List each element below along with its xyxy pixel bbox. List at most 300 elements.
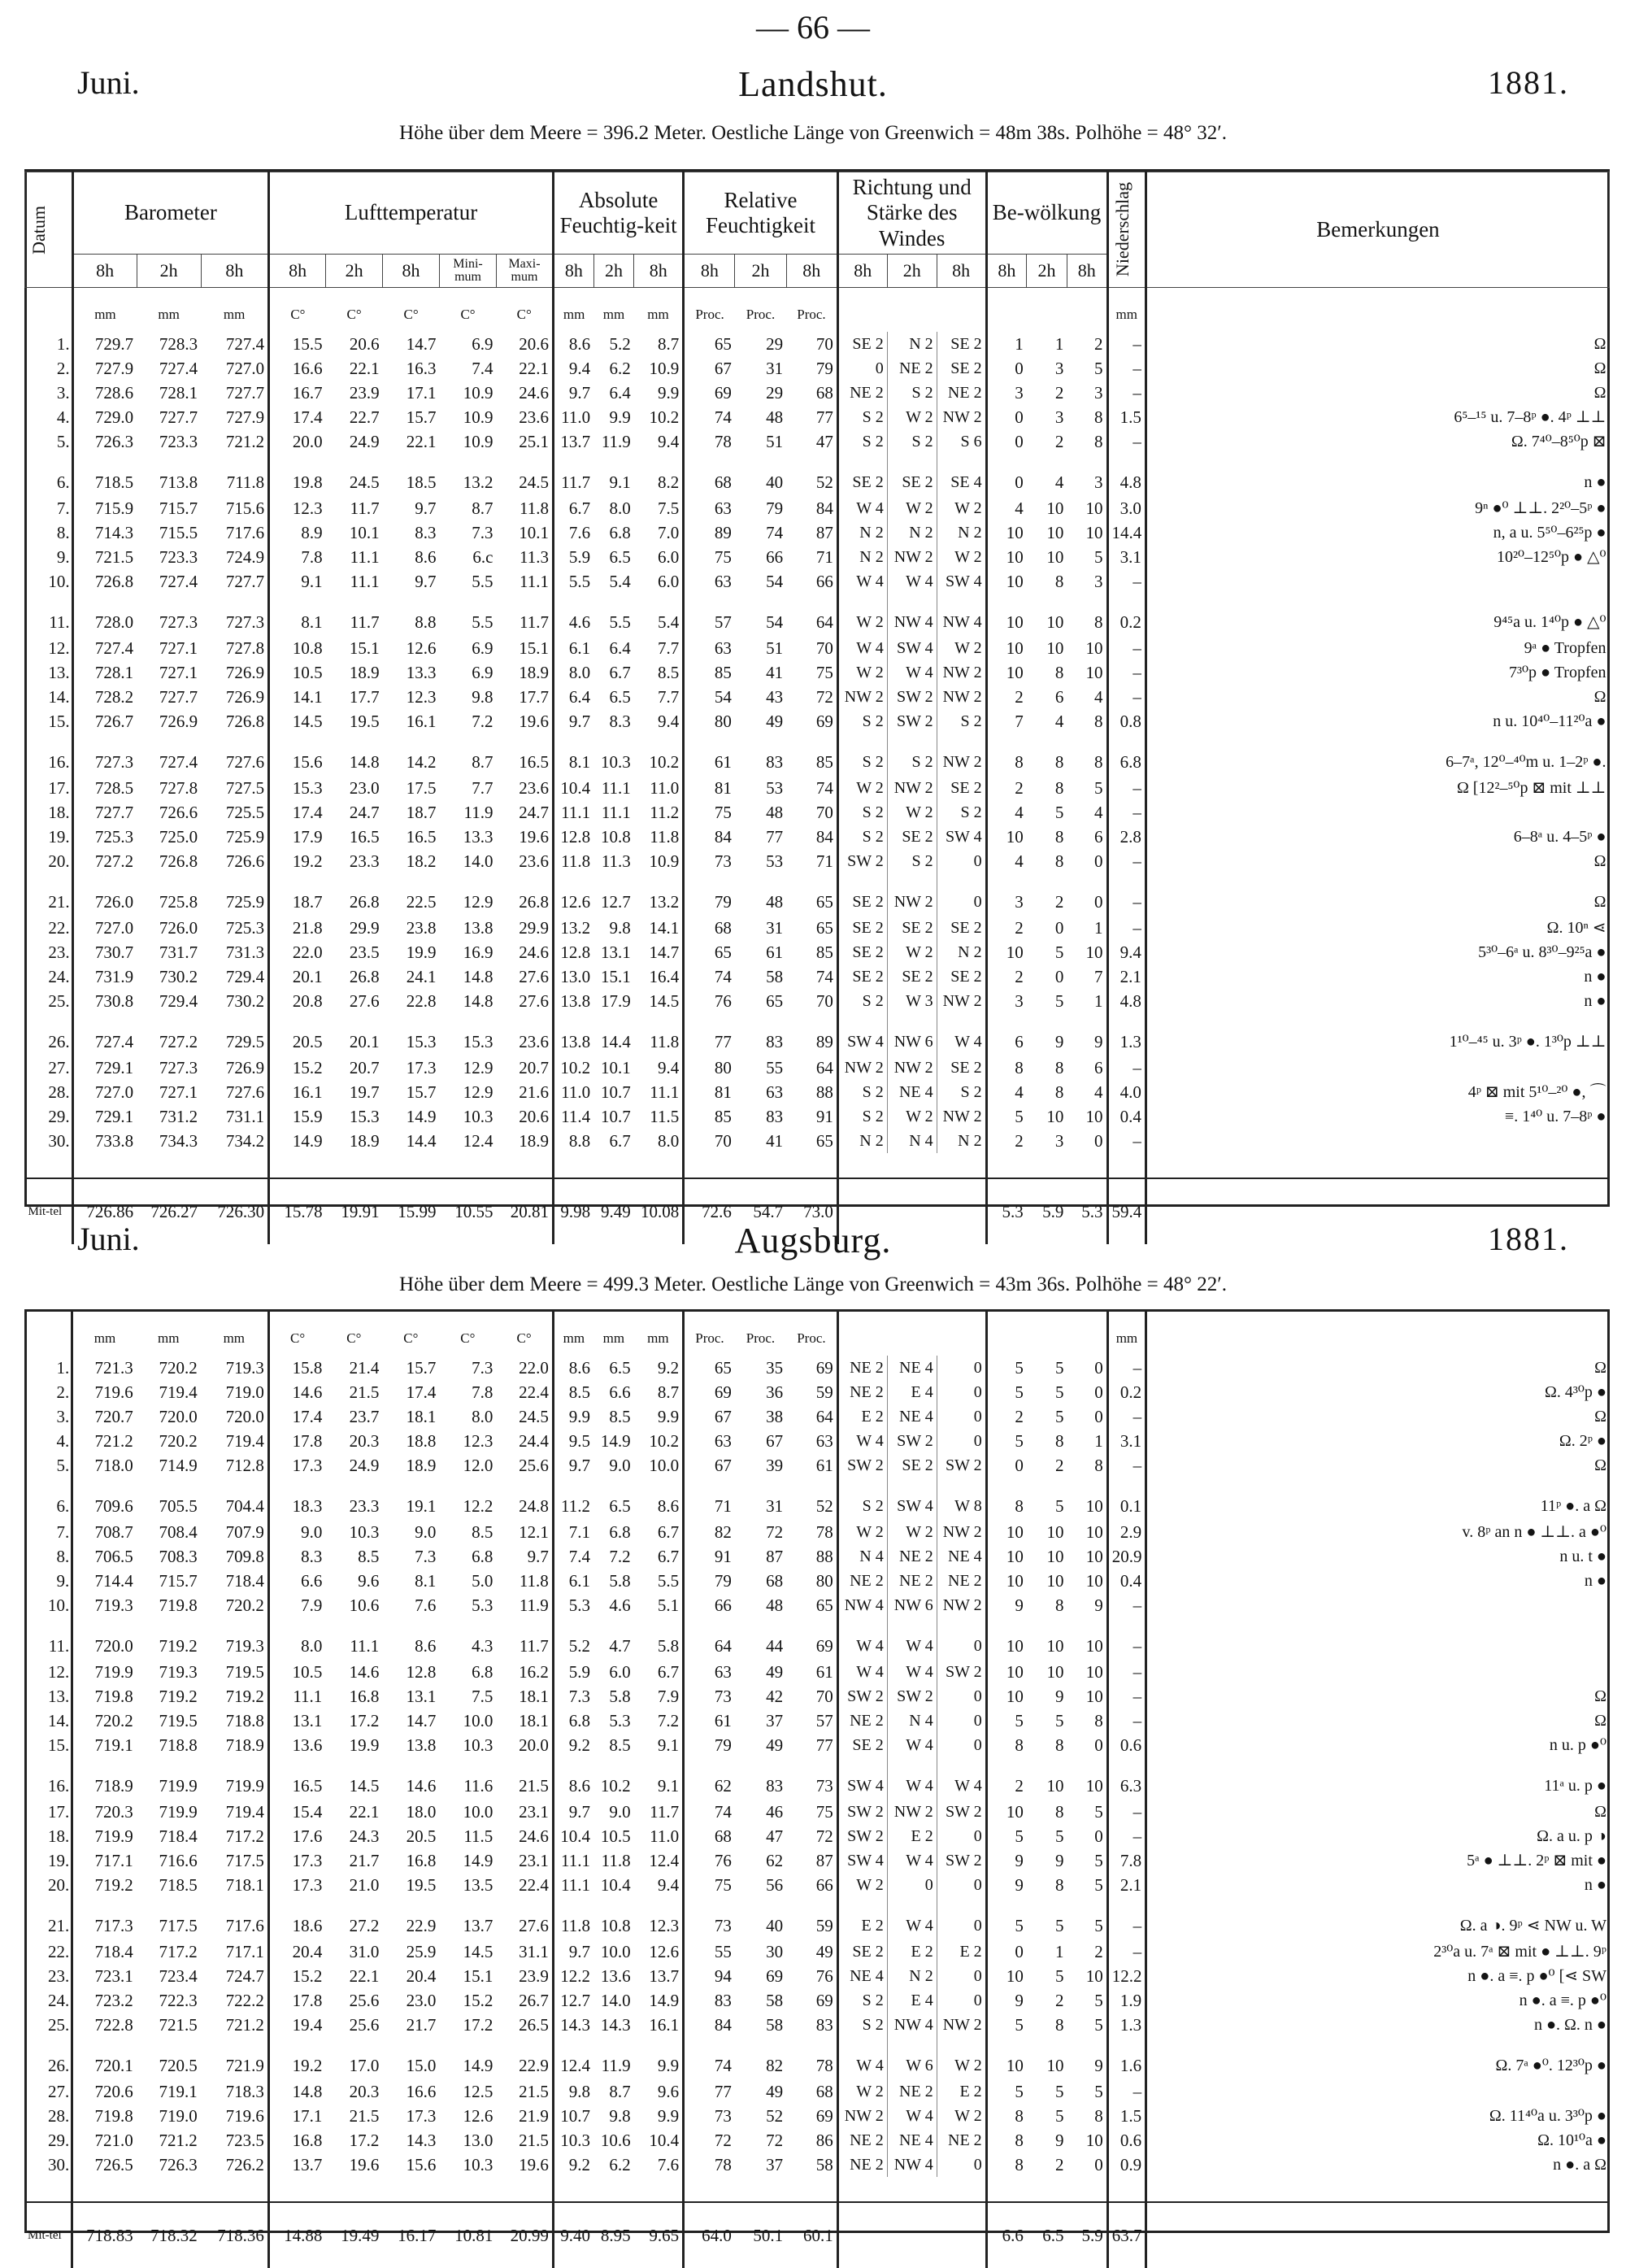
wind-cell: S 2 <box>937 1080 986 1104</box>
precip-cell: 0.4 <box>1107 1569 1146 1593</box>
table-cell: 70 <box>815 990 833 1011</box>
column-subheader: 8h <box>269 255 326 288</box>
table-cell: 1 <box>1094 917 1103 938</box>
remark-cell: Ω <box>1146 356 1609 381</box>
table-cell: 20.6 <box>519 1106 550 1126</box>
table-cell: 68 <box>815 2081 833 2101</box>
column-subheader: 8h <box>1067 255 1107 288</box>
table-row <box>25 1104 1610 1129</box>
wind-cell: SE 2 <box>837 1733 887 1757</box>
table-cell: 3 <box>986 381 1027 405</box>
mean-cell: 726.27 <box>137 1178 201 1244</box>
wind-cell: N 4 <box>887 1709 937 1733</box>
table-row <box>24 1453 1610 1478</box>
mean-cell: 9.98 <box>554 1178 594 1244</box>
table-cell: 10.3 <box>349 1521 380 1542</box>
table-cell: 5.3 <box>472 1595 493 1615</box>
table-row <box>25 356 1610 381</box>
table-cell: 12.6 <box>649 1941 680 1961</box>
wind-cell: W 4 <box>887 1617 937 1660</box>
table-cell: 12.7 <box>601 891 631 912</box>
spacer-cell <box>1027 2177 1067 2202</box>
table-cell: 75 <box>815 1801 833 1822</box>
table-cell: 16.7 <box>269 381 326 405</box>
mean-cell <box>887 2202 937 2268</box>
table-cell: 12.8 <box>554 825 594 849</box>
unit-label <box>937 288 986 333</box>
remark-cell: n u. 10⁴⁰–11²⁰a ● <box>1146 709 1609 734</box>
wind-cell: SE 2 <box>887 1453 937 1478</box>
table-cell: 19.9 <box>349 1735 380 1755</box>
table-cell: 718.4 <box>225 1570 264 1591</box>
unit-label <box>1146 288 1609 333</box>
table-cell: 16.8 <box>349 1686 380 1706</box>
day-cell: 28. <box>47 2105 70 2126</box>
table-cell: 65 <box>684 332 735 356</box>
table-cell: 72 <box>815 1826 833 1846</box>
table-row <box>24 1757 1610 1800</box>
table-cell: 75 <box>684 1873 735 1897</box>
table-cell: 719.4 <box>225 1801 264 1822</box>
table-cell: 65 <box>684 940 735 964</box>
wind-cell: NW 2 <box>937 660 986 685</box>
weather-table-augsburg <box>24 1312 1610 2268</box>
table-cell: 8.0 <box>554 660 594 685</box>
wind-cell: S 2 <box>837 1104 887 1129</box>
table-cell: 9.2 <box>553 1733 593 1757</box>
wind-cell: SW 2 <box>887 709 937 734</box>
table-cell: 76 <box>815 1965 833 1986</box>
table-cell: 6.6 <box>268 1569 325 1593</box>
table-cell: 15.0 <box>406 2055 437 2075</box>
table-cell: 67 <box>684 1404 735 1429</box>
wind-cell: NE 4 <box>937 1544 986 1569</box>
wind-cell: W 2 <box>887 405 937 429</box>
table-cell: 21.5 <box>349 2105 380 2126</box>
table-cell: 711.8 <box>226 472 265 492</box>
day-cell: 13. <box>48 662 70 682</box>
table-cell: 5 <box>1054 990 1064 1011</box>
table-cell: 8 <box>1054 826 1064 847</box>
table-cell: 5 <box>1055 1382 1064 1402</box>
table-row <box>25 964 1610 989</box>
table-cell: 728.1 <box>159 382 198 403</box>
wind-cell: 0 <box>887 1873 937 1897</box>
column-subheader: 2h <box>735 255 786 288</box>
spacer-cell <box>786 2177 837 2202</box>
table-cell: 2 <box>1055 2154 1064 2174</box>
day-cell: 19. <box>47 1850 70 1870</box>
table-cell: 728.6 <box>72 381 137 405</box>
table-cell: 723.1 <box>72 1964 137 1988</box>
table-cell: 719.2 <box>159 1686 198 1706</box>
table-cell: 727.3 <box>159 1057 198 1077</box>
table-cell: 11.8 <box>554 849 594 873</box>
precip-cell: – <box>1107 1660 1146 1684</box>
precip-cell: 0.2 <box>1107 594 1146 636</box>
precip-cell: 0.4 <box>1107 1104 1146 1129</box>
table-cell: 10 <box>1046 1521 1064 1542</box>
table-cell: 11.7 <box>520 612 550 632</box>
table-cell: 8 <box>1054 777 1064 798</box>
table-cell: 6.0 <box>609 1661 631 1682</box>
wind-cell: NW 2 <box>837 685 887 709</box>
table-cell: 725.3 <box>72 825 137 849</box>
table-cell: 4 <box>986 800 1027 825</box>
table-cell: 19.6 <box>349 2154 380 2174</box>
table-cell: 69 <box>815 711 833 731</box>
table-cell: 11.1 <box>601 802 631 822</box>
table-cell: 720.0 <box>225 1406 264 1426</box>
table-cell: 15.3 <box>349 1106 380 1126</box>
unit-label <box>837 288 887 333</box>
table-cell: 72 <box>684 2128 735 2153</box>
table-cell: 709.8 <box>225 1546 264 1566</box>
table-cell: 47 <box>766 1826 784 1846</box>
table-cell: 720.0 <box>159 1406 198 1426</box>
precip-cell: – <box>1107 916 1146 940</box>
table-cell: 9.5 <box>553 1429 593 1453</box>
unit-label: C° <box>460 306 476 322</box>
unit-label: Proc. <box>797 306 826 322</box>
table-cell: 71 <box>684 1478 735 1520</box>
table-cell: 14.6 <box>406 1775 437 1796</box>
table-cell: 15.2 <box>463 1990 493 2010</box>
table-cell: 10.7 <box>601 1106 631 1126</box>
table-cell: 78 <box>815 2055 833 2075</box>
table-cell: 5 <box>1094 546 1103 567</box>
table-cell: 24.1 <box>406 966 437 986</box>
wind-cell: NE 4 <box>887 1404 937 1429</box>
table-row <box>24 1684 1610 1709</box>
table-cell: 4 <box>1054 711 1064 731</box>
table-cell: 9.9 <box>553 1404 593 1429</box>
table-cell: 12.6 <box>463 2105 493 2126</box>
table-cell: 13.6 <box>268 1733 325 1757</box>
section-header-landshut <box>0 63 1626 120</box>
wind-cell: SE 2 <box>937 1056 986 1080</box>
table-cell: 79 <box>684 1733 735 1757</box>
remark-cell <box>1146 569 1609 594</box>
remark-cell: n ●. Ω. n ● <box>1146 2013 1610 2037</box>
table-cell: 733.8 <box>72 1129 137 1153</box>
table-cell: 9 <box>986 1988 1027 2013</box>
table-cell: 10.2 <box>649 751 680 772</box>
table-cell: 83 <box>684 1988 735 2013</box>
table-row <box>24 1569 1610 1593</box>
spacer-cell <box>937 1153 986 1178</box>
day-cell: 24. <box>47 1990 70 2010</box>
wind-cell: NW 2 <box>887 1056 937 1080</box>
table-cell: 13.5 <box>463 1874 493 1895</box>
table-cell: 14.8 <box>268 2079 325 2104</box>
table-cell: 16.3 <box>406 358 437 378</box>
column-header-barometer: Barometer <box>72 172 269 255</box>
wind-cell: N 2 <box>837 520 887 545</box>
table-cell: 23.8 <box>406 917 437 938</box>
wind-cell: NE 2 <box>937 1569 986 1593</box>
table-cell: 3 <box>1094 571 1103 591</box>
unit-label: mm <box>602 306 625 322</box>
day-cell: 26. <box>48 1031 70 1051</box>
table-cell: 13.2 <box>554 916 594 940</box>
day-cell: 18. <box>48 802 70 822</box>
column-subheader: 8h <box>554 255 594 288</box>
table-cell: 10 <box>986 940 1027 964</box>
table-cell: 729.1 <box>72 1056 137 1080</box>
table-cell: 6.8 <box>609 1521 631 1542</box>
table-row <box>24 1964 1610 1988</box>
unit-label <box>887 288 937 333</box>
table-cell: 6.4 <box>609 382 631 403</box>
table-cell: 19.4 <box>268 2013 325 2037</box>
day-cell: 3. <box>56 1406 70 1426</box>
table-cell: 71 <box>815 546 833 567</box>
table-cell: 17.6 <box>268 1824 325 1848</box>
table-cell: 721.2 <box>225 2014 264 2035</box>
unit-label: Proc. <box>746 1330 776 1346</box>
table-cell: 5.2 <box>553 1617 593 1660</box>
day-cell: 6. <box>56 472 70 492</box>
table-cell: 20.0 <box>519 1735 549 1755</box>
day-cell: 25. <box>47 2014 70 2035</box>
table-cell: 68 <box>766 1570 784 1591</box>
precip-cell: 3.0 <box>1107 496 1146 520</box>
table-row <box>25 873 1610 916</box>
table-cell: 17.8 <box>268 1988 325 2013</box>
table-row <box>24 1520 1610 1544</box>
table-cell: 8.5 <box>553 1380 593 1404</box>
spacer-cell <box>137 2177 201 2202</box>
table-cell: 10 <box>1046 638 1064 658</box>
table-cell: 9.0 <box>268 1520 325 1544</box>
wind-cell: W 2 <box>937 496 986 520</box>
table-cell: 3 <box>1094 472 1103 492</box>
table-cell: 10 <box>1085 1661 1103 1682</box>
remark-cell <box>1146 1660 1610 1684</box>
table-cell: 726.9 <box>159 711 198 731</box>
table-cell: 12.0 <box>463 1455 493 1475</box>
day-cell: 12. <box>48 638 70 658</box>
table-cell: 5.5 <box>472 571 493 591</box>
table-cell: 22.1 <box>349 358 380 378</box>
table-cell: 56 <box>766 1874 784 1895</box>
wind-cell: W 4 <box>837 569 887 594</box>
column-subheader: 8h <box>201 255 269 288</box>
table-cell: 0 <box>1054 966 1064 986</box>
table-cell: 717.6 <box>225 522 265 542</box>
table-cell: 7.7 <box>657 638 680 658</box>
spacer-cell <box>25 1153 73 1178</box>
table-cell: 15.2 <box>269 1056 326 1080</box>
table-cell: 721.0 <box>72 2128 137 2153</box>
table-cell: 7 <box>986 709 1027 734</box>
unit-label <box>986 288 1027 333</box>
wind-cell: 0 <box>937 1709 986 1733</box>
unit-label <box>24 1312 72 1356</box>
remark-cell: n ●. a ≡. p ●⁰ [⋖ SW <box>1146 1964 1610 1988</box>
wind-cell: W 2 <box>837 2079 887 2104</box>
precip-cell: – <box>1107 1897 1146 1939</box>
table-row <box>24 1824 1610 1848</box>
mean-cell <box>837 2202 887 2268</box>
table-cell: 9.8 <box>553 2079 593 2104</box>
table-cell: 80 <box>684 709 735 734</box>
mean-cell: 50.1 <box>735 2202 786 2268</box>
wind-cell: 0 <box>837 356 887 381</box>
table-cell: 22.9 <box>519 2055 549 2075</box>
table-cell: 10 <box>1046 522 1064 542</box>
table-cell: 74 <box>815 966 833 986</box>
table-cell: 9.4 <box>657 1874 680 1895</box>
precip-cell: – <box>1107 873 1146 916</box>
table-cell: 9 <box>1055 1686 1064 1706</box>
day-cell: 11. <box>48 1635 70 1656</box>
table-cell: 13.8 <box>554 1013 594 1056</box>
table-row <box>25 332 1610 356</box>
table-cell: 17.4 <box>269 405 326 429</box>
table-cell: 3 <box>986 873 1027 916</box>
table-cell: 2 <box>986 685 1027 709</box>
table-cell: 6.8 <box>472 1661 493 1682</box>
table-cell: 16.1 <box>406 711 437 731</box>
spacer-cell <box>1146 2177 1610 2202</box>
table-cell: 0 <box>986 429 1027 454</box>
table-cell: 727.4 <box>72 636 137 660</box>
unit-label: C° <box>460 1330 476 1346</box>
table-cell: 9.9 <box>657 2105 680 2126</box>
table-cell: 721.5 <box>159 2014 198 2035</box>
remark-cell: 9ᵃ ● Tropfen <box>1146 636 1609 660</box>
day-cell: 30. <box>48 1130 70 1151</box>
wind-cell: W 4 <box>837 1617 887 1660</box>
table-cell: 6.7 <box>657 1521 680 1542</box>
table-cell: 18.9 <box>519 1130 550 1151</box>
precip-cell: 1.5 <box>1107 2104 1146 2128</box>
mean-cell <box>937 2202 986 2268</box>
table-cell: 10.9 <box>649 358 680 378</box>
table-cell: 83 <box>766 751 784 772</box>
table-row <box>24 1380 1610 1404</box>
table-cell: 42 <box>766 1686 784 1706</box>
table-cell: 11.7 <box>350 498 380 518</box>
day-cell: 28. <box>48 1082 70 1102</box>
table-cell: 88 <box>815 1082 833 1102</box>
spacer-cell <box>786 1153 837 1178</box>
table-cell: 22.4 <box>519 1874 549 1895</box>
table-cell: 17.7 <box>519 686 550 707</box>
precip-cell: 4.8 <box>1107 454 1146 496</box>
column-header-relative-feuchtigkeit: Relative Feuchtigkeit <box>684 172 838 255</box>
table-cell: 23.9 <box>349 382 380 403</box>
table-cell: 727.7 <box>159 686 198 707</box>
table-cell: 10 <box>986 569 1027 594</box>
table-cell: 66 <box>815 571 833 591</box>
table-cell: 20.7 <box>519 1057 550 1077</box>
table-cell: 5.8 <box>657 1635 680 1656</box>
table-cell: 13.3 <box>463 826 493 847</box>
table-cell: 715.7 <box>159 1570 198 1591</box>
wind-cell: S 2 <box>837 989 887 1013</box>
table-cell: 8 <box>986 2153 1027 2177</box>
table-cell: 9.9 <box>609 407 631 427</box>
spacer-cell <box>887 2177 937 2202</box>
table-cell: 718.4 <box>159 1826 198 1846</box>
precip-cell: 1.5 <box>1107 405 1146 429</box>
table-row <box>24 1988 1610 2013</box>
mean-cell: 59.4 <box>1107 1178 1146 1244</box>
spacer-cell <box>634 1153 684 1178</box>
table-cell: 70 <box>815 1686 833 1706</box>
table-cell: 720.2 <box>72 1709 137 1733</box>
table-cell: 12.4 <box>649 1850 680 1870</box>
table-cell: 63 <box>815 1430 833 1451</box>
table-cell: 15.7 <box>406 1082 437 1102</box>
table-cell: 5.0 <box>472 1570 493 1591</box>
table-cell: 17.1 <box>406 382 437 403</box>
mean-cell: 10.55 <box>440 1178 497 1244</box>
table-cell: 12.2 <box>553 1964 593 1988</box>
table-cell: 713.8 <box>159 472 198 492</box>
table-cell: 55 <box>684 1939 735 1964</box>
table-cell: 3 <box>1054 358 1064 378</box>
wind-cell: W 4 <box>837 1429 887 1453</box>
table-cell: 10 <box>1085 1686 1103 1706</box>
table-cell: 0 <box>1094 1826 1103 1846</box>
table-cell: 11.1 <box>350 1635 380 1656</box>
table-cell: 9.9 <box>657 382 680 403</box>
wind-cell: N 4 <box>837 1544 887 1569</box>
table-cell: 719.3 <box>225 1357 264 1378</box>
day-cell: 19. <box>48 826 70 847</box>
table-cell: 69 <box>684 381 735 405</box>
table-cell: 48 <box>766 802 784 822</box>
table-cell: 61 <box>766 942 784 962</box>
table-cell: 6.8 <box>609 522 631 542</box>
table-cell: 5 <box>1055 1915 1064 1935</box>
table-cell: 719.8 <box>72 1684 137 1709</box>
table-cell: 36 <box>766 1382 784 1402</box>
table-cell: 54 <box>684 685 735 709</box>
day-cell: 4. <box>56 1430 70 1451</box>
remark-cell: 9ⁿ ●⁰ ⊥⊥. 2²⁰–5ᵖ ● <box>1146 496 1609 520</box>
wind-cell: SW 4 <box>837 1848 887 1873</box>
table-cell: 11.1 <box>601 777 631 798</box>
table-cell: 5 <box>1094 777 1103 798</box>
unit-label <box>937 1312 986 1356</box>
table-cell: 49 <box>766 1661 784 1682</box>
wind-cell: 0 <box>937 1617 986 1660</box>
table-cell: 80 <box>815 1570 833 1591</box>
table-cell: 5 <box>986 2079 1027 2104</box>
table-cell: 44 <box>766 1635 784 1656</box>
spacer-cell <box>1027 1153 1067 1178</box>
wind-cell: SE 2 <box>887 454 937 496</box>
table-cell: 8 <box>1094 407 1103 427</box>
table-cell: 7.7 <box>657 686 680 707</box>
table-cell: 14.9 <box>649 1990 680 2010</box>
table-cell: 3 <box>1054 407 1064 427</box>
remark-cell: Ω <box>1146 1709 1610 1733</box>
remark-cell: 6–8ᵃ u. 4–5ᵖ ● <box>1146 825 1609 849</box>
wind-cell: NW 4 <box>887 594 937 636</box>
day-cell: 23. <box>48 942 70 962</box>
wind-cell: NE 2 <box>887 1569 937 1593</box>
table-cell: 5 <box>1055 1710 1064 1730</box>
table-cell: 74 <box>766 522 784 542</box>
day-cell: 4. <box>56 407 70 427</box>
table-cell: 79 <box>766 498 784 518</box>
